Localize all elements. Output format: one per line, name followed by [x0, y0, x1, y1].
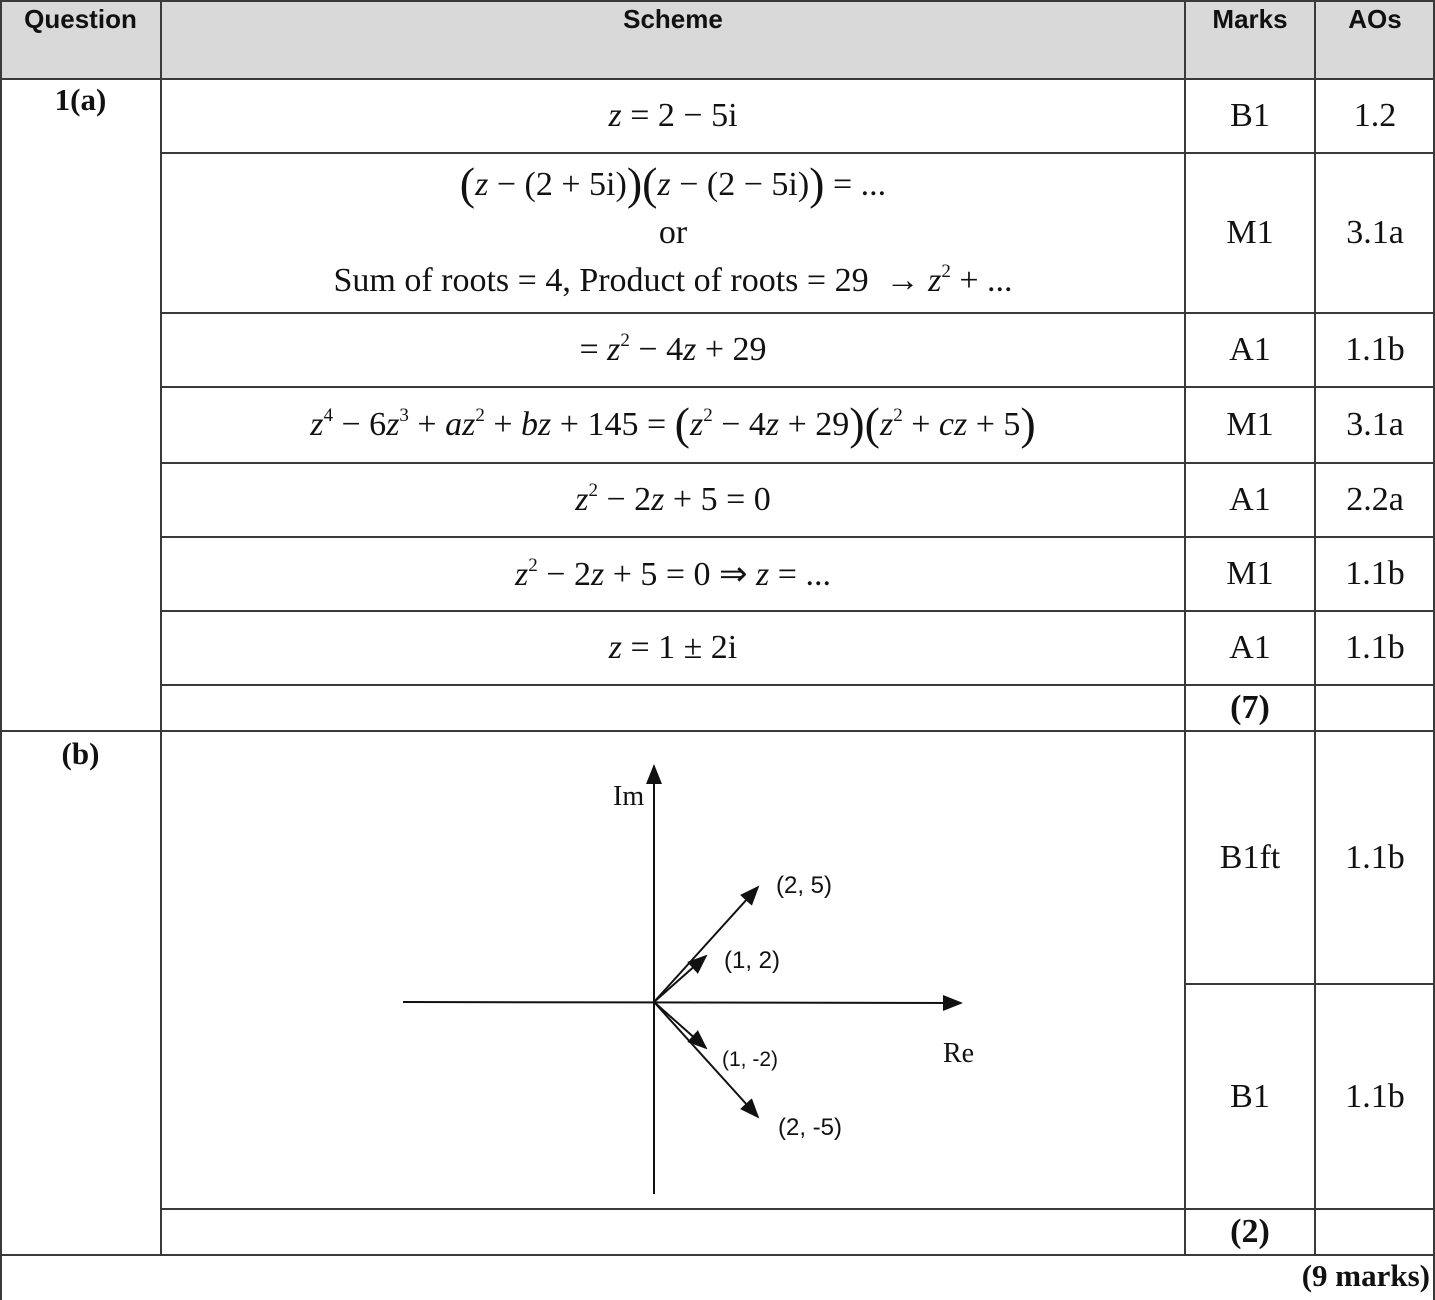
point-label: (1, 2) [724, 947, 781, 974]
ao-row-3: 1.1b [1345, 331, 1405, 368]
scheme-row-3: = $z^2 - 4z + 29$ [579, 330, 767, 368]
ao-row-7: 1.1b [1345, 629, 1405, 666]
vector-arrow [654, 956, 706, 1002]
subtotal-a: (7) [1230, 689, 1270, 726]
point-label: (2, 5) [776, 872, 833, 899]
ao-row-4: 3.1a [1346, 406, 1404, 443]
header-marks: Marks [1212, 4, 1288, 34]
scheme-row-7: z = 1 ± 2i [608, 629, 738, 666]
header-scheme: Scheme [623, 4, 723, 34]
table-border-top [0, 0, 1435, 2]
mark-row-7: A1 [1229, 629, 1271, 666]
axis-label-im: Im [613, 781, 645, 812]
mark-row-2: M1 [1226, 214, 1274, 251]
scheme-row-2: (z − (2 + 5i))(z − (2 − 5i)) = ... or Sum of roots = 4, Product of roots = $29 \to z^2$ + ... [333, 158, 1013, 299]
scheme-row-1: z = 2 − 5i [608, 97, 738, 134]
or-text: or [658, 214, 688, 251]
question-label-1b: (b) [61, 736, 100, 771]
ao-row-b2: 1.1b [1345, 1077, 1405, 1115]
total-marks: (9 marks) [1301, 1258, 1430, 1293]
subtotal-b: (2) [1230, 1213, 1270, 1250]
scheme-row-5: $z^2 - 2z + 5 = 0$ [575, 480, 771, 518]
ao-row-6: 1.1b [1345, 555, 1405, 592]
header-question: Question [24, 4, 137, 34]
question-label-1a: 1(a) [54, 82, 107, 117]
axis-label-re: Re [943, 1038, 975, 1069]
ao-row-1: 1.2 [1353, 97, 1397, 134]
sum-product-text: Sum of roots = 4, Product of roots = 29 [333, 262, 869, 299]
mark-row-6: M1 [1226, 555, 1274, 592]
ao-row-2: 3.1a [1346, 214, 1404, 251]
mark-row-b2: B1 [1230, 1077, 1270, 1115]
argand-diagram [161, 732, 1184, 1208]
ao-row-5: 2.2a [1346, 481, 1404, 518]
header-aos: AOs [1348, 4, 1402, 34]
table-border-left [0, 0, 2, 1300]
total-divider [0, 1254, 1435, 1256]
mark-row-1: B1 [1230, 97, 1270, 134]
real-axis [403, 1002, 961, 1003]
mark-row-4: M1 [1226, 406, 1274, 443]
point-label: (2, -5) [778, 1114, 843, 1141]
scheme-row-6: $z^2 - 2z + 5 = 0$ ⇒ z = ... [515, 555, 831, 593]
vector-arrow [654, 1002, 706, 1048]
mark-row-5: A1 [1229, 481, 1271, 518]
vector-arrow [654, 887, 758, 1002]
point-label: (1, -2) [722, 1048, 779, 1071]
mark-row-b1: B1ft [1219, 838, 1281, 876]
scheme-row-4: $z^4 - 6z^3 + az^2$ + bz + $145 = (z^2 - 4z + 29)(z^2$ + cz + 5) [310, 398, 1036, 449]
ao-row-b1: 1.1b [1345, 838, 1405, 876]
mark-row-3: A1 [1229, 331, 1271, 368]
